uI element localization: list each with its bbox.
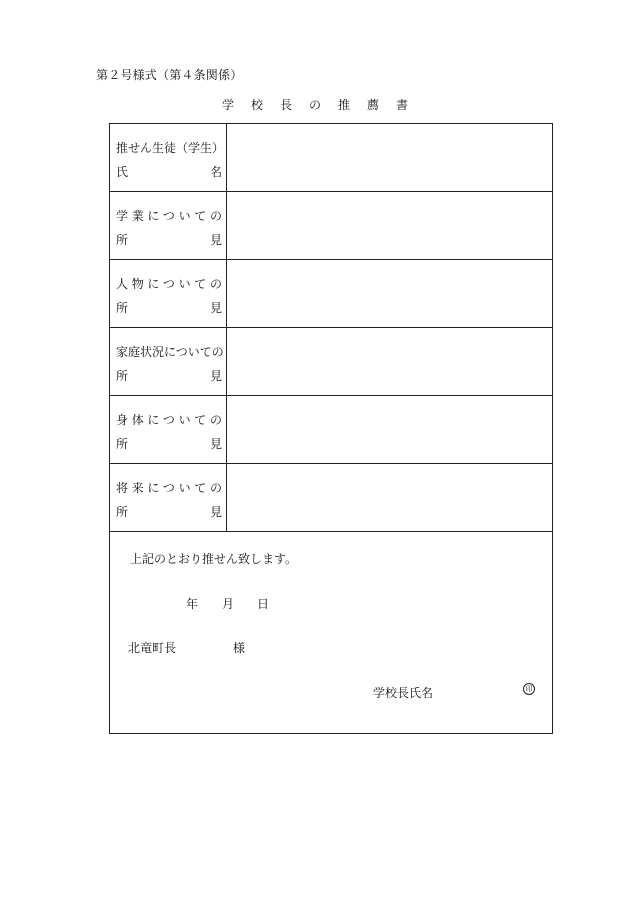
honorific-label: 様 <box>233 641 246 655</box>
row-label <box>110 192 227 259</box>
character-findings-field[interactable] <box>227 260 552 327</box>
date-year-label: 年 <box>186 597 199 611</box>
row-label <box>110 396 227 463</box>
row-label-top: 身体についての <box>116 413 222 427</box>
recommendation-statement: 上記のとおり推せん致します。 <box>130 552 298 566</box>
row-label-top: 人物についての <box>116 277 222 291</box>
student-name-field[interactable] <box>227 124 552 191</box>
row-character-findings <box>110 260 552 328</box>
row-label-bottom: 氏名 <box>116 165 222 179</box>
row-label-top: 将来についての <box>116 481 222 495</box>
row-label-bottom: 所見 <box>116 233 222 247</box>
row-academic-findings <box>110 192 552 260</box>
row-label <box>110 328 227 395</box>
row-health-findings <box>110 396 552 464</box>
row-label <box>110 464 227 531</box>
row-future-findings <box>110 464 552 532</box>
addressee-label: 北竜町長 <box>128 641 177 655</box>
row-label-top: 推せん生徒（学生） <box>116 141 225 155</box>
academic-findings-field[interactable] <box>227 192 552 259</box>
row-label-bottom: 所見 <box>116 301 222 315</box>
health-findings-field[interactable] <box>227 396 552 463</box>
row-family-findings <box>110 328 552 396</box>
seal-mark-icon: 印 <box>523 683 535 695</box>
row-label-top: 家庭状況についての <box>116 345 224 359</box>
date-day-label: 日 <box>257 597 270 611</box>
row-label <box>110 124 227 191</box>
recommendation-statement-block <box>110 533 552 733</box>
principal-name-label: 学校長氏名 <box>373 686 434 700</box>
family-findings-field[interactable] <box>227 328 552 395</box>
recommendation-form-table <box>109 123 553 734</box>
date-month-label: 月 <box>222 597 235 611</box>
row-label-bottom: 所見 <box>116 437 222 451</box>
future-findings-field[interactable] <box>227 464 552 531</box>
row-label-bottom: 所見 <box>116 505 222 519</box>
row-label <box>110 260 227 327</box>
form-number: 第２号様式（第４条関係） <box>96 68 243 82</box>
document-title: 学校長の推薦書 <box>221 98 425 112</box>
row-label-bottom: 所見 <box>116 369 222 383</box>
row-student-name <box>110 124 552 192</box>
row-label-top: 学業についての <box>116 209 222 223</box>
